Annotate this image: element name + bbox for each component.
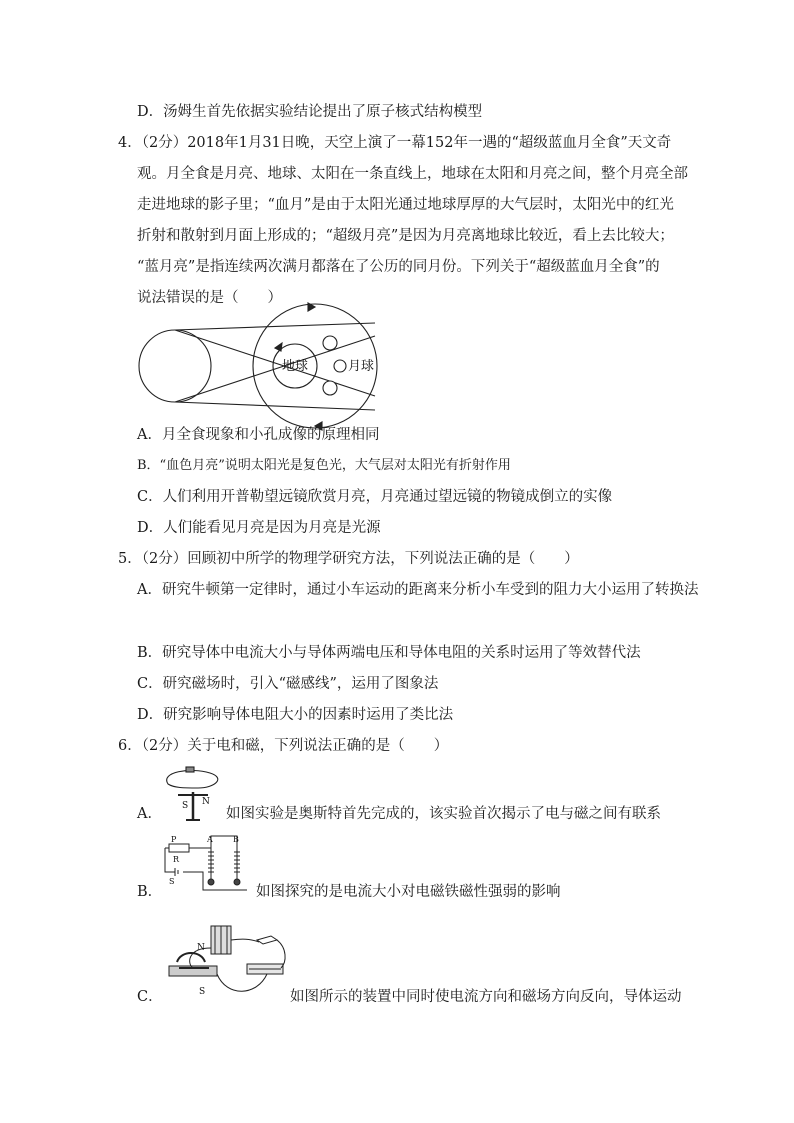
moon-position-bottom — [323, 381, 337, 395]
q4-stem-line-2: 观。月全食是月亮、地球、太阳在一条直线上，地球在太阳和月亮之间，整个月亮全部 — [137, 166, 688, 182]
compass-north-label: N — [202, 797, 210, 807]
q6-option-c-text: 如图所示的装置中同时使电流方向和磁场方向反向，导体运动 — [290, 989, 682, 1005]
eclipse-diagram — [135, 318, 385, 418]
q3-option-d: D．汤姆生首先依据实验结论提出了原子核式结构模型 — [137, 104, 483, 120]
motor-experiment-figure — [167, 918, 289, 1000]
moon-label: 月球 — [348, 359, 375, 374]
earth-label: 地球 — [282, 359, 309, 374]
compass-south-label: S — [182, 801, 189, 811]
q6-option-b-letter: B． — [137, 884, 163, 900]
rheostat-p-label: P — [171, 835, 177, 844]
q5-option-d: D．研究影响导体电阻大小的因素时运用了类比法 — [137, 707, 454, 723]
q4-option-d: D．人们能看见月亮是因为月亮是光源 — [137, 520, 381, 536]
q4-stem-line-5: “蓝月亮”是指连续两次满月都落在了公历的同月份。下列关于“超级蓝血月全食”的 — [137, 259, 660, 275]
moon-position-middle — [334, 360, 346, 372]
q4-stem-line-1: 4．（2分）2018年1月31日晚，天空上演了一幕152年一遇的“超级蓝血月全食”天文奇 — [118, 135, 672, 151]
q4-stem-line-6: 说法错误的是（ ） — [137, 290, 282, 306]
q5-option-a: A．研究牛顿第一定律时，通过小车运动的距离来分析小车受到的阻力大小运用了转换法 — [137, 582, 699, 598]
q6-option-c-letter: C． — [137, 989, 163, 1005]
q5-stem: 5．（2分）回顾初中所学的物理学研究方法，下列说法正确的是（ ） — [118, 551, 579, 567]
electromagnet-circuit-figure — [163, 832, 255, 894]
q6-option-b-text: 如图探究的是电流大小对电磁铁磁性强弱的影响 — [256, 884, 561, 900]
magnet-south-label: S — [199, 987, 206, 997]
switch-s-label: S — [169, 877, 175, 886]
q4-option-c: C．人们利用开普勒望远镜欣赏月亮，月亮通过望远镜的物镜成倒立的实像 — [137, 489, 613, 505]
q6-option-a-letter: A． — [137, 806, 162, 822]
q5-option-b: B．研究导体中电流大小与导体两端电压和导体电阻的关系时运用了等效替代法 — [137, 645, 641, 661]
q5-option-c: C．研究磁场时，引入“磁感线”，运用了图象法 — [137, 676, 439, 692]
oersted-experiment-figure — [160, 764, 226, 824]
electromagnet-b-label: B — [233, 835, 239, 844]
q4-option-b: B．“血色月亮”说明太阳光是复色光，大气层对太阳光有折射作用 — [137, 458, 511, 473]
q4-stem-line-4: 折射和散射到月面上形成的；“超级月亮”是因为月亮离地球比较近，看上去比较大； — [137, 228, 674, 244]
electromagnet-a-label: A — [207, 835, 213, 844]
magnet-north-label: N — [197, 943, 205, 953]
q6-stem: 6．（2分）关于电和磁，下列说法正确的是（ ） — [118, 738, 449, 754]
rheostat-r-label: R — [173, 855, 180, 864]
moon-position-top — [323, 336, 337, 350]
q4-option-a: A．月全食现象和小孔成像的原理相同 — [137, 427, 380, 443]
q4-stem-line-3: 走进地球的影子里；“血月”是由于太阳光通过地球厚厚的大气层时，太阳光中的红光 — [137, 197, 674, 213]
q6-option-a-text: 如图实验是奥斯特首先完成的，该实验首次揭示了电与磁之间有联系 — [226, 806, 661, 822]
sun-circle — [139, 330, 211, 402]
